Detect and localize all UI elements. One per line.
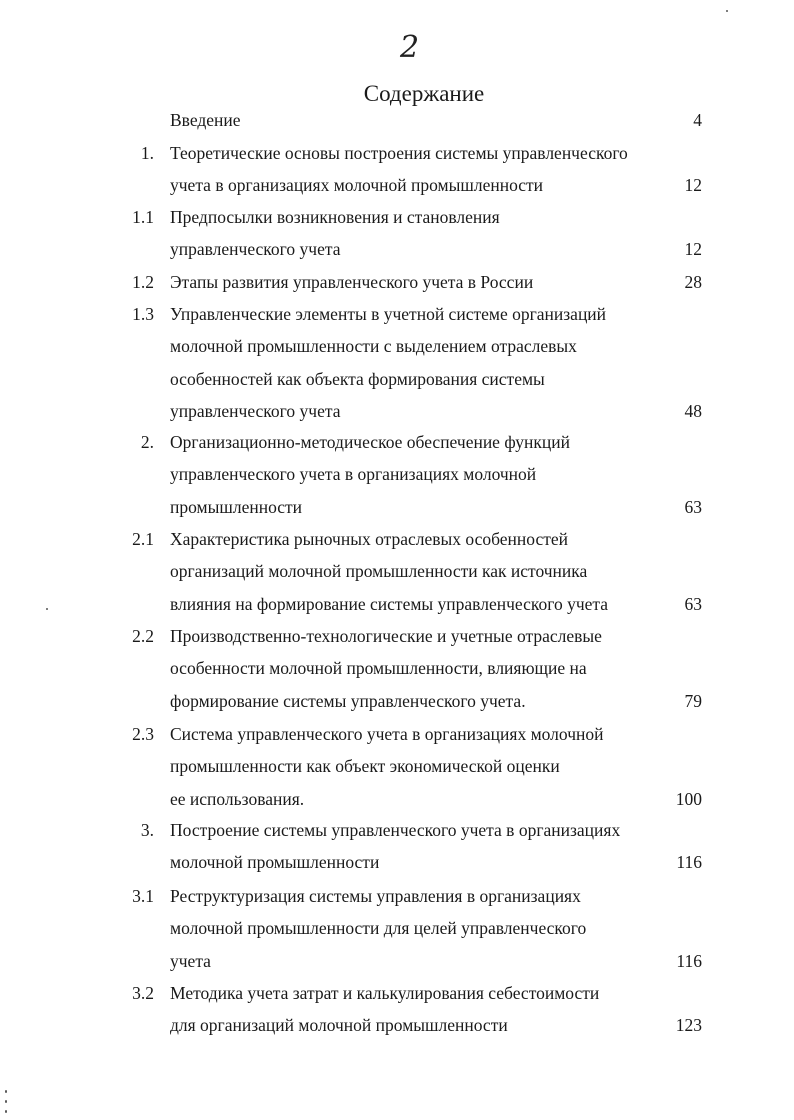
scan-speck bbox=[5, 1090, 7, 1093]
toc-entry-page: 28 bbox=[684, 272, 702, 292]
scan-speck bbox=[5, 1110, 7, 1113]
toc-entry-text-line: особенностей как объекта формирования системы bbox=[170, 368, 545, 389]
toc-entry-text-line: молочной промышленности для целей управленческого bbox=[170, 918, 587, 939]
toc-entry-text-line: Производственно-технологические и учетные отраслевые bbox=[170, 626, 602, 646]
toc-entry-page: 12 bbox=[684, 175, 702, 196]
toc-entry-text-line: Методика учета затрат и калькулирования себестоимости bbox=[170, 983, 600, 1003]
scan-speck bbox=[726, 10, 728, 12]
toc-entry-number: 2.1 bbox=[132, 529, 154, 549]
toc-entry-text-line: промышленности bbox=[170, 496, 303, 517]
handwritten-page-number: 2 bbox=[400, 30, 420, 65]
toc-entry-text-line: Построение системы управленческого учета в организациях bbox=[170, 820, 621, 840]
toc-entry-text-line: молочной промышленности bbox=[170, 852, 380, 873]
toc-entry-number: 1. bbox=[140, 143, 154, 163]
toc-entry-page: 100 bbox=[675, 788, 702, 809]
toc-entry-text-line: формирование системы управленческого учета. bbox=[170, 690, 526, 711]
toc-entry-page: 63 bbox=[684, 496, 702, 517]
toc-entry-text-line: управленческого учета bbox=[170, 239, 341, 260]
toc-entry-page: 79 bbox=[684, 690, 702, 711]
toc-entry-text-line: управленческого учета bbox=[170, 401, 341, 422]
toc-entry-number: 1.1 bbox=[132, 207, 154, 227]
toc-entry-text-line: ее использования. bbox=[170, 788, 305, 809]
toc-entry-text-line: Предпосылки возникновения и становления bbox=[170, 207, 500, 227]
toc-entry-number: 3.2 bbox=[132, 983, 154, 1003]
toc-entry-text-line: управленческого учета в организациях молочной bbox=[170, 464, 537, 485]
toc-entry-text-line: Этапы развития управленческого учета в России bbox=[170, 272, 534, 292]
scan-speck bbox=[46, 608, 48, 610]
toc-entry-number: 3. bbox=[140, 820, 154, 840]
toc-entry-page: 116 bbox=[676, 950, 702, 971]
toc-entry-text-line: Управленческие элементы в учетной системе организаций bbox=[170, 304, 607, 324]
toc-entry-page: 4 bbox=[693, 110, 702, 130]
toc-entry-text-line: Система управленческого учета в организациях молочной bbox=[170, 724, 604, 744]
toc-entry-number: 1.3 bbox=[132, 304, 154, 324]
scan-speck bbox=[5, 1100, 7, 1103]
toc-entry-text-line: Реструктуризация системы управления в организациях bbox=[170, 886, 581, 906]
page-title: Содержание bbox=[363, 81, 485, 106]
toc-entry-number: 2.3 bbox=[132, 724, 154, 744]
toc-entry-text-line: Теоретические основы построения системы управленческого bbox=[170, 143, 628, 163]
toc-entry-text-line: организаций молочной промышленности как источника bbox=[170, 561, 588, 582]
toc-entry-number: 3.1 bbox=[132, 886, 154, 906]
toc-entry-text-line: особенности молочной промышленности, влияющие на bbox=[170, 658, 587, 679]
toc-entry-text-line: молочной промышленности с выделением отраслевых bbox=[170, 336, 577, 357]
toc-entry-number: 2. bbox=[140, 432, 154, 452]
toc-entry-page: 63 bbox=[684, 593, 702, 614]
toc-entry-text-line: промышленности как объект экономической оценки bbox=[170, 756, 560, 777]
toc-entry-text-line: Организационно-методическое обеспечение функций bbox=[170, 432, 570, 452]
toc-entry-text-line: учета bbox=[170, 950, 211, 971]
toc-entry-text-line: для организаций молочной промышленности bbox=[170, 1015, 508, 1036]
toc-entry-page: 48 bbox=[684, 401, 702, 422]
toc-entry-text-line: Характеристика рыночных отраслевых особенностей bbox=[170, 529, 569, 549]
toc-entry-page: 12 bbox=[684, 239, 702, 260]
toc-entry-number: 2.2 bbox=[132, 626, 154, 646]
toc-entry-text-line: учета в организациях молочной промышленности bbox=[170, 175, 544, 196]
toc-entry-page: 116 bbox=[676, 852, 702, 873]
toc-entry-text-line: влияния на формирование системы управленческого учета bbox=[170, 593, 609, 614]
toc-entry-number: 1.2 bbox=[132, 272, 154, 292]
toc-entry-text-line: Введение bbox=[170, 110, 241, 130]
toc-entry-page: 123 bbox=[675, 1015, 702, 1036]
